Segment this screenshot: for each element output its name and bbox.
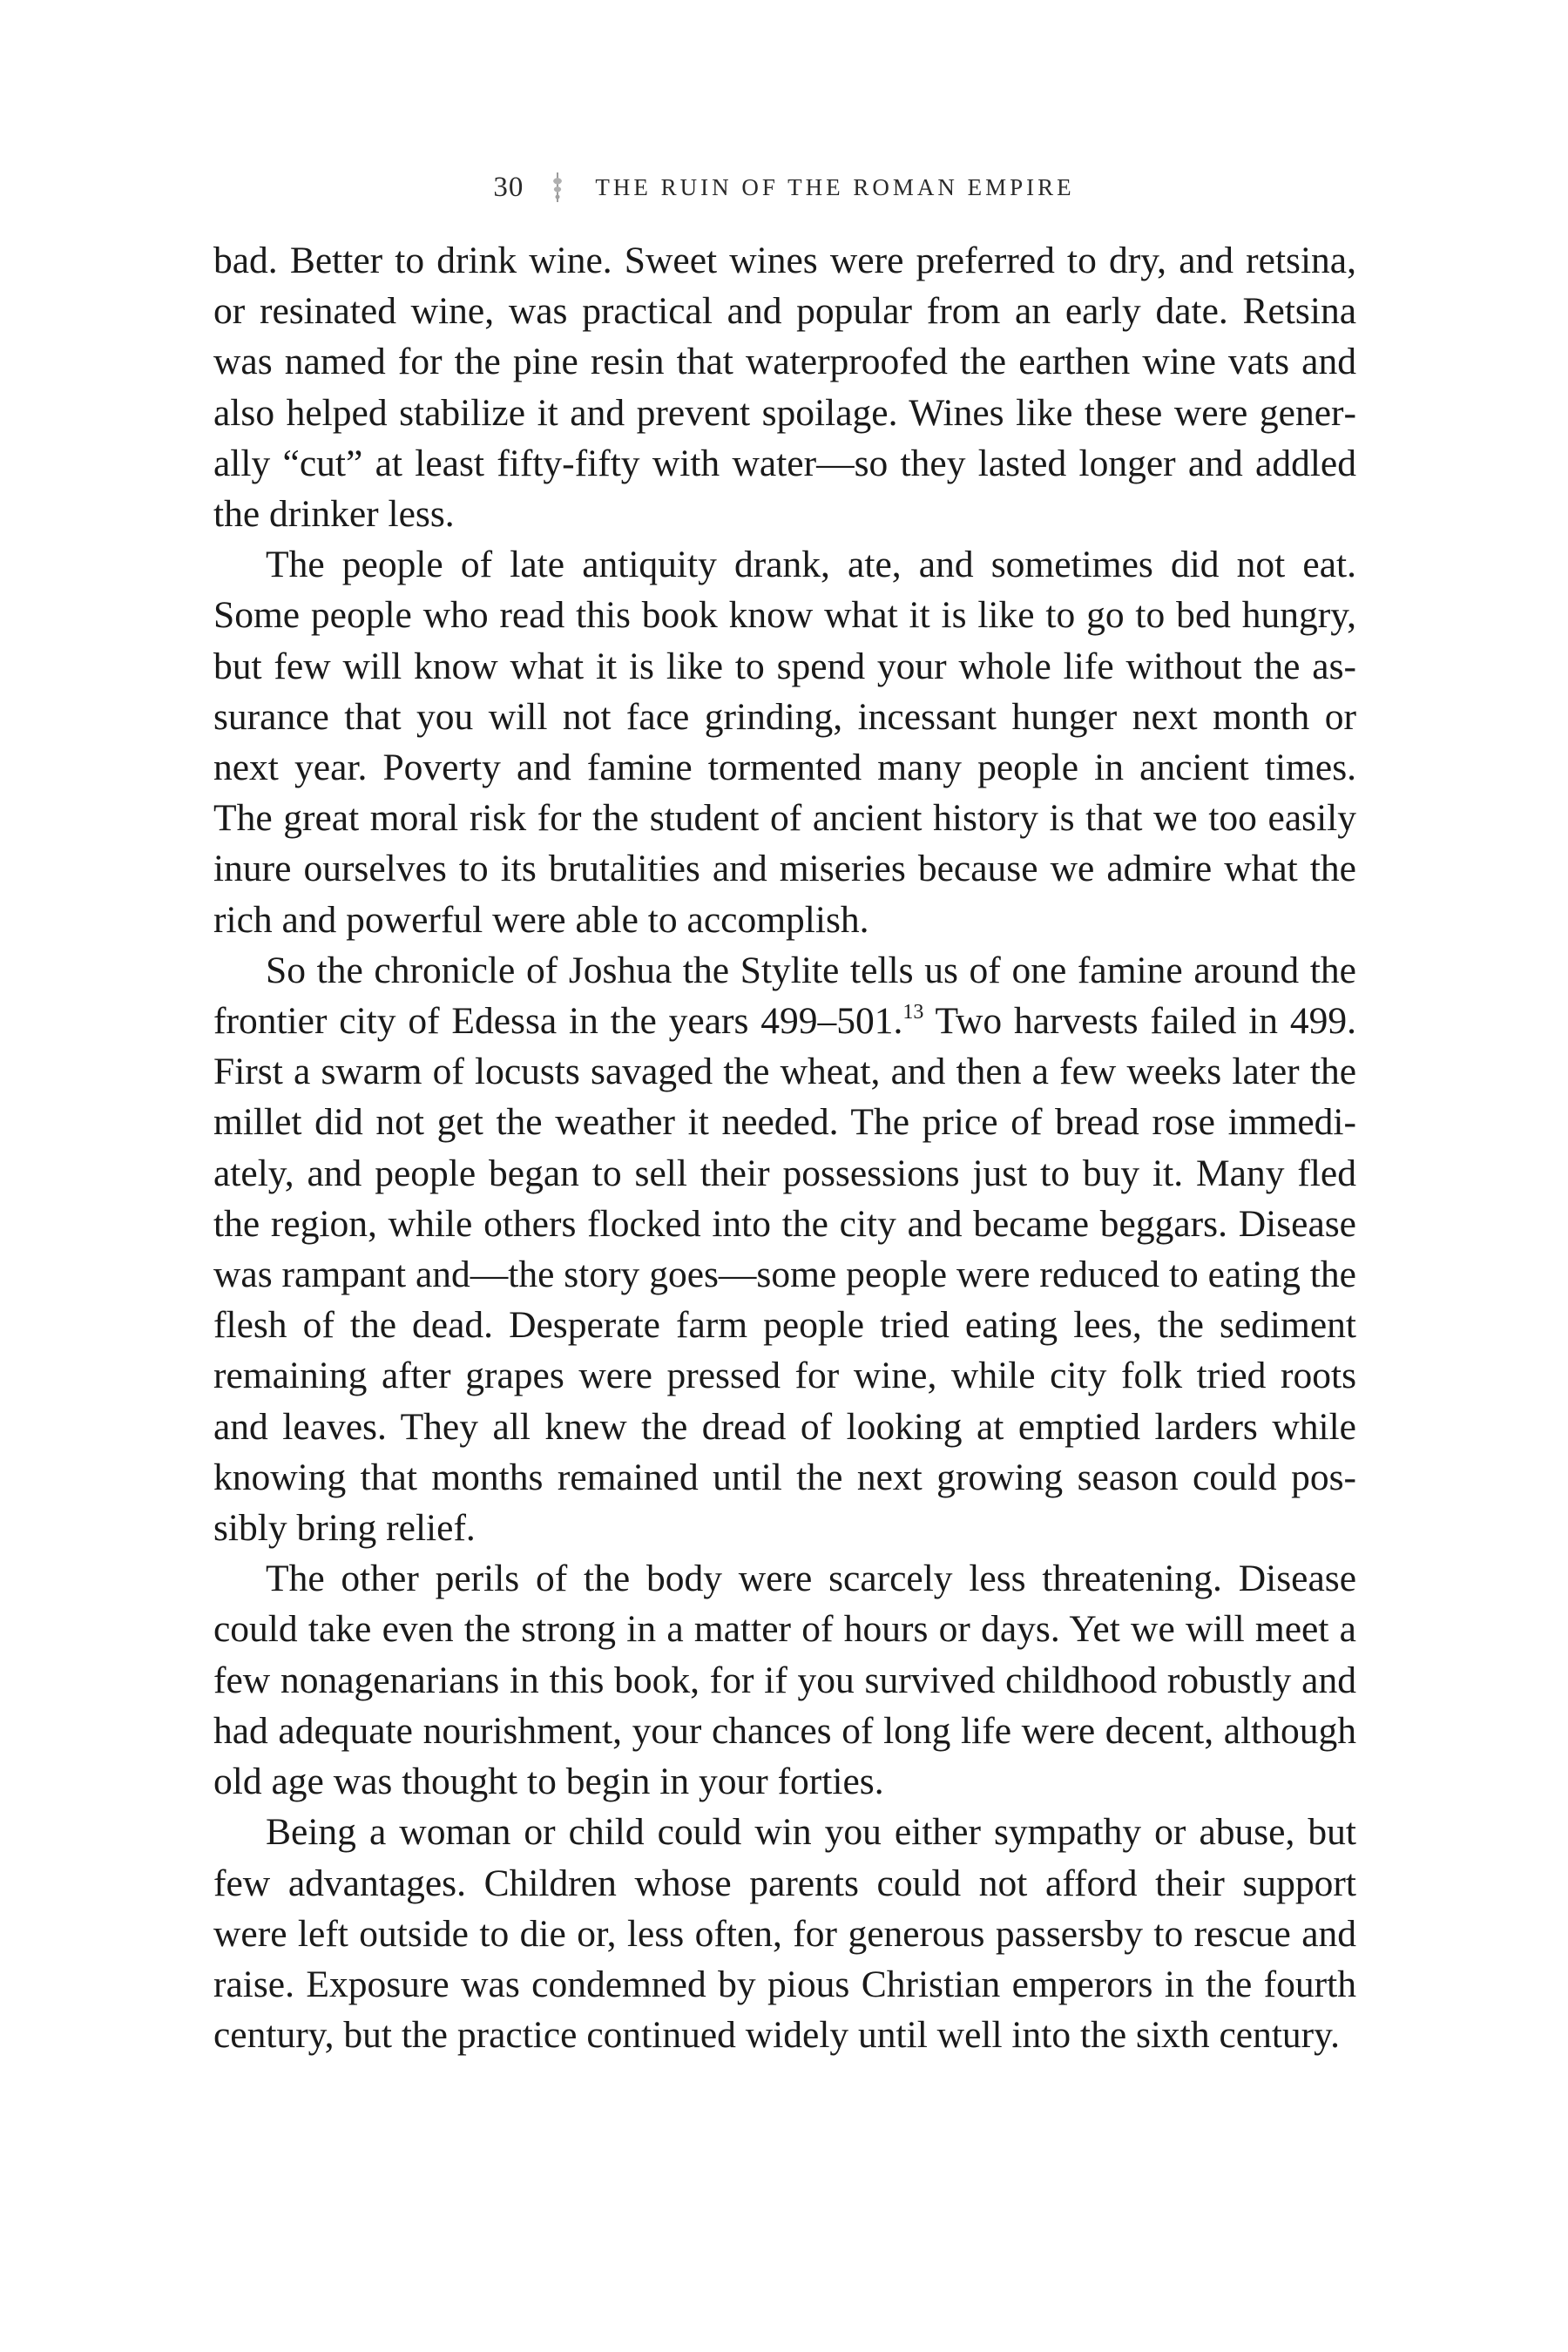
paragraph-5: Being a woman or child could win you either sympathy or abuse, but few advantages. Children whose parents could not afford their support were left outside to die or, less often, for generous passersby to rescue and raise. Exposure was condemned by pious Christian emperors in the fourth century, but the practice continued widely until well into the sixth century. [213, 1811, 1356, 2057]
running-head [0, 171, 1568, 204]
paragraph-4: The other perils of the body were scarcely less threatening. Disease could take even the strong in a matter of hours or days. Yet we will meet a few nonagenarians in this book, for if you survived childhood robustly and had adequate nourishment, your chances of long life were decent, although old age was thought to begin in your forties. [213, 1558, 1356, 1803]
paragraph-3-text-before-note: So the chronicle of Joshua the Stylite tells us of one famine around the frontier city of Edessa in the years 499–501. [213, 949, 1356, 1043]
running-title: THE RUIN OF THE ROMAN EMPIRE [595, 173, 1075, 200]
paragraph-1: bad. Better to drink wine. Sweet wines were preferred to dry, and retsina, or resinated wine, was practical and popular from an early date. Retsina was named for the pine resin that waterproofed the earthen wine vats and also helped stabilize it and prevent spoilage. Wines like these were generally “cut” at least fifty-fifty with water—so they lasted longer and addled the drinker less. [213, 240, 1356, 536]
paragraph-3-text-after-note: Two harvests failed in 499. First a swarm of locusts savaged the wheat, and then a few weeks later the millet did not get the weather it needed. The price of bread rose immediately, and people began to sell their possessions just to buy it. Many fled the region, while others flocked into the city and became beggars. Disease was rampant and—the story goes—some people were reduced to eating the flesh of the dead. Desperate farm people tried eating lees, the sediment remaining after grapes were pressed for wine, while city folk tried roots and leaves. They all knew the dread of looking at emptied larders while knowing that months remained until the next growing season could possibly bring relief. [213, 1000, 1356, 1550]
paragraph-2: The people of late antiquity drank, ate, and sometimes did not eat. Some people who read this book know what it is like to go to bed hungry, but few will know what it is like to spend your whole life without the assurance that you will not face grinding, incessant hunger next month or next year. Poverty and famine tormented many people in ancient times. The great moral risk for the student of ancient history is that we too easily inure ourselves to its brutalities and miseries because we admire what the rich and powerful were able to accomplish. [213, 544, 1356, 941]
body-text [213, 235, 1356, 2060]
page-number: 30 [493, 171, 524, 203]
paragraph-3 [213, 945, 1356, 1553]
leaf-ornament-icon [550, 171, 565, 204]
footnote-reference[interactable]: 13 [902, 1000, 924, 1024]
